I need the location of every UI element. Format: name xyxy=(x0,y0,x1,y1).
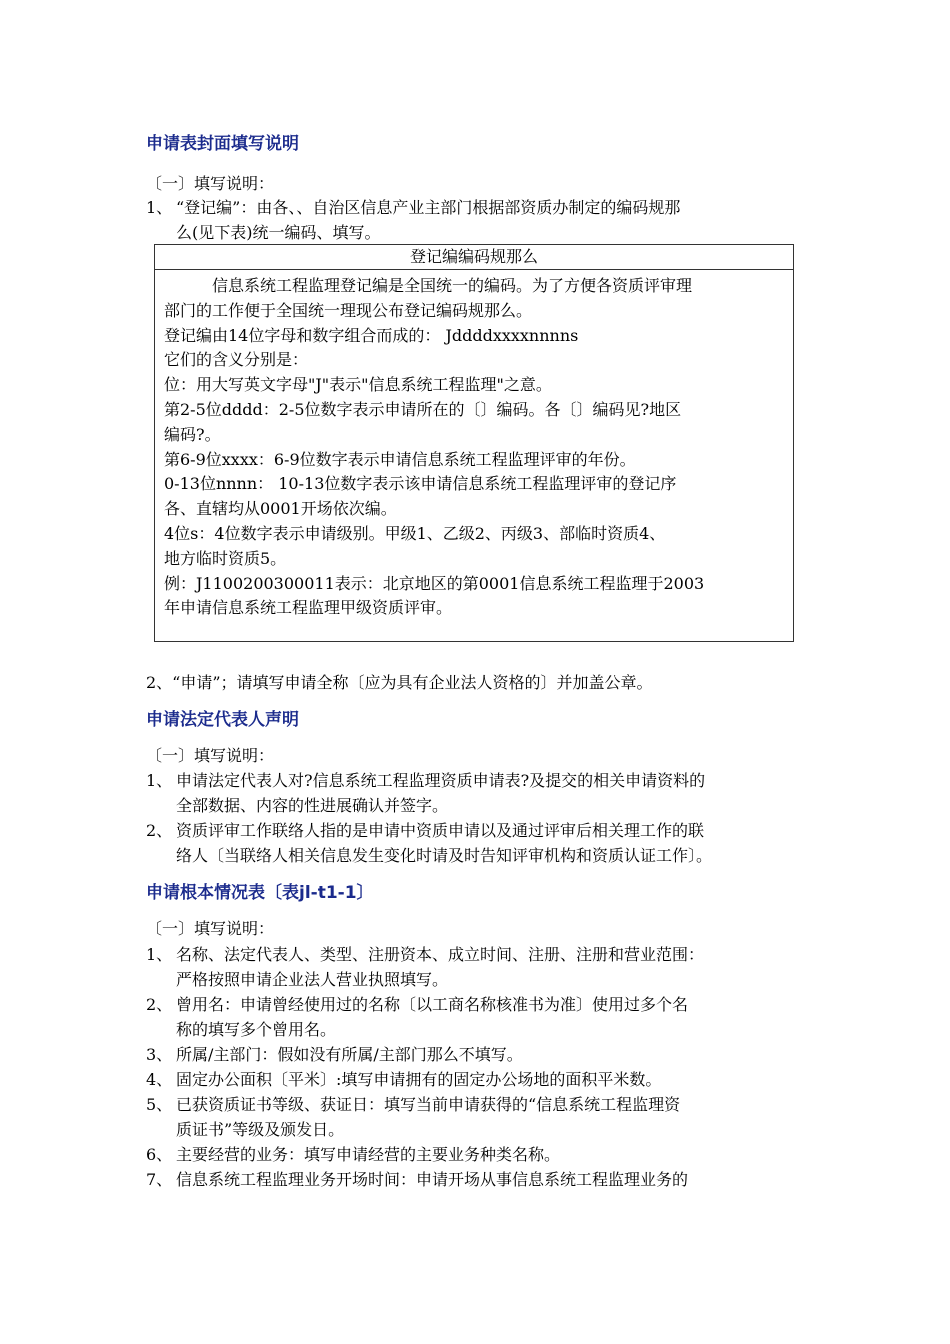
list-item-number: 7、 xyxy=(146,1170,173,1189)
list-item-text: 已获资质证书等级、获证日：填写当前申请获得的“信息系统工程监理资 xyxy=(176,1095,681,1114)
list-item-number: 1、 xyxy=(146,771,173,790)
list-item xyxy=(146,1092,826,1142)
list-item-number: 4、 xyxy=(146,1070,173,1089)
list-item-number: 6、 xyxy=(146,1145,173,1164)
list-item-text: 主要经营的业务：填写申请经营的主要业务种类名称。 xyxy=(176,1145,561,1164)
coding-rule-line: 编码?。 xyxy=(164,424,221,444)
coding-rule-line: 它们的含义分别是： xyxy=(164,350,309,370)
list-item-text-continued: 严格按照申请企业法人营业执照填写。 xyxy=(176,970,449,989)
list-item xyxy=(146,1167,826,1192)
coding-rule-line: 第2-5位dddd：2-5位数字表示申请所在的〔〕编码。各〔〕编码见?地区 xyxy=(164,399,682,419)
coding-rule-line: 信息系统工程监理登记编是全国统一的编码。为了方便各资质评审理 xyxy=(212,276,693,295)
list-item-applicant-name: 2、“申请”；请填写申请全称〔应为具有企业法人资格的〕并加盖公章。 xyxy=(146,673,653,692)
coding-rule-line: 位：用大写英文字母"J"表示"信息系统工程监理"之意。 xyxy=(164,375,552,395)
coding-rule-line: 年申请信息系统工程监理甲级资质评审。 xyxy=(164,598,453,618)
list-item-number: 1、 xyxy=(146,198,173,217)
list-item-number: 5、 xyxy=(146,1095,173,1114)
section-subtitle-cover: 〔一〕填写说明： xyxy=(146,174,275,193)
coding-rule-line: 第6-9位xxxx：6-9位数字表示申请信息系统工程监理评审的年份。 xyxy=(164,449,636,469)
list-item-number: 1、 xyxy=(146,945,173,964)
list-item xyxy=(146,992,826,1042)
section-title-legal-representative: 申请法定代表人声明 xyxy=(146,710,299,730)
coding-rule-line: 部门的工作便于全国统一理现公布登记编码规那么。 xyxy=(164,300,533,320)
list-item-registration-number xyxy=(146,195,826,245)
coding-rule-line: 0-13位nnnn： 10-13位数字表示该申请信息系统工程监理评审的登记序 xyxy=(164,474,677,494)
list-item-text-continued: 质证书”等级及颁发日。 xyxy=(176,1120,345,1139)
list-item xyxy=(146,818,826,868)
coding-rule-line: 地方临时资质5。 xyxy=(164,548,287,568)
section-subtitle-legal-representative: 〔一〕填写说明： xyxy=(146,746,275,765)
section-subtitle-basic-info: 〔一〕填写说明： xyxy=(146,919,275,938)
coding-rules-title: 登记编编码规那么 xyxy=(155,245,793,270)
list-item-number: 3、 xyxy=(146,1045,173,1064)
coding-rules-table xyxy=(154,244,794,642)
coding-rule-line: 4位s：4位数字表示申请级别。甲级1、乙级2、丙级3、部临时资质4、 xyxy=(164,523,666,543)
list-item-text: 名称、法定代表人、类型、注册资本、成立时间、注册、注册和营业范围： xyxy=(176,945,705,964)
list-item xyxy=(146,1067,826,1092)
list-item-text: 申请法定代表人对?信息系统工程监理资质申请表?及提交的相关申请资料的 xyxy=(176,771,706,790)
list-item-text: “登记编”：由各、、自治区信息产业主部门根据部资质办制定的编码规那 xyxy=(176,198,681,217)
list-item-number: 2、 xyxy=(146,995,173,1014)
list-item-text: 固定办公面积〔平米〕:填写申请拥有的固定办公场地的面积平米数。 xyxy=(176,1070,662,1089)
list-item xyxy=(146,1042,826,1067)
list-item-text: 曾用名：申请曾经使用过的名称〔以工商名称核准书为准〕使用过多个名 xyxy=(176,995,689,1014)
list-item xyxy=(146,768,826,818)
list-item-text-continued: 全部数据、内容的性进展确认并签字。 xyxy=(176,796,449,815)
coding-rule-line: 登记编由14位字母和数字组合而成的： Jddddxxxxnnnns xyxy=(164,325,579,345)
list-item-text-continued: 络人〔当联络人相关信息发生变化时请及时告知评审机构和资质认证工作〕。 xyxy=(176,846,713,865)
list-item-text-continued: 称的填写多个曾用名。 xyxy=(176,1020,337,1039)
coding-rules-body xyxy=(155,270,793,621)
coding-rule-line: 例：J1100200300011表示：北京地区的第0001信息系统工程监理于2003 xyxy=(164,573,705,593)
coding-rule-line: 各、直辖均从0001开场依次编。 xyxy=(164,499,397,519)
list-item-text: 所属/主部门：假如没有所属/主部门那么不填写。 xyxy=(176,1045,523,1064)
list-item xyxy=(146,942,826,992)
list-item-text: 信息系统工程监理业务开场时间：申请开场从事信息系统工程监理业务的 xyxy=(176,1170,689,1189)
list-item xyxy=(146,1142,826,1167)
section-title-basic-info: 申请根本情况表〔表jl-t1-1〕 xyxy=(146,883,374,903)
list-item-text-continued: 么(见下表)统一编码、填写。 xyxy=(176,223,381,242)
section-title-cover: 申请表封面填写说明 xyxy=(146,134,299,154)
list-item-text: 资质评审工作联络人指的是申请中资质申请以及通过评审后相关理工作的联 xyxy=(176,821,705,840)
list-item-number: 2、 xyxy=(146,821,173,840)
